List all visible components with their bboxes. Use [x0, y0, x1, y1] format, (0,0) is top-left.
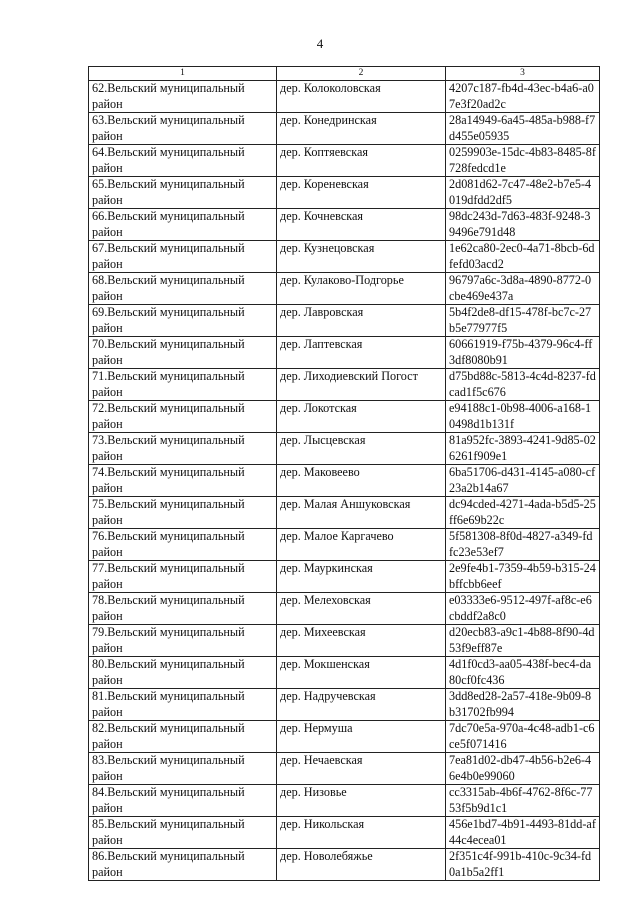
row-number: 64. — [92, 145, 108, 159]
table-row — [89, 177, 600, 209]
district-name: Вельский муниципальный — [107, 561, 245, 575]
district-cell — [89, 849, 277, 881]
table-row — [89, 625, 600, 657]
row-number: 72. — [92, 401, 108, 415]
row-number-and-district — [92, 657, 273, 673]
table-row — [89, 721, 600, 753]
column-header-2: 2 — [277, 67, 446, 81]
row-number: 82. — [92, 721, 108, 735]
row-number-and-district — [92, 721, 273, 737]
column-header-3: 3 — [446, 67, 600, 81]
row-number-and-district — [92, 849, 273, 865]
district-name-line2: район — [92, 480, 123, 495]
settlement-name: дер. Нермуша — [277, 721, 446, 753]
district-name-line2: район — [92, 224, 123, 239]
row-number: 66. — [92, 209, 108, 223]
district-cell — [89, 305, 277, 337]
district-name-line2: район — [92, 640, 123, 655]
fias-code: 456e1bd7-4b91-4493-81dd-af44c4ecea01 — [446, 817, 600, 849]
fias-code: d75bd88c-5813-4c4d-8237-fdcad1f5c676 — [446, 369, 600, 401]
fias-code: cc3315ab-4b6f-4762-8f6c-7753f5b9d1c1 — [446, 785, 600, 817]
district-name-line2: район — [92, 96, 123, 111]
table-row — [89, 593, 600, 625]
row-number-and-district — [92, 145, 273, 161]
district-cell — [89, 785, 277, 817]
fias-code: dc94cded-4271-4ada-b5d5-25ff6e69b22c — [446, 497, 600, 529]
row-number: 80. — [92, 657, 108, 671]
district-name: Вельский муниципальный — [107, 177, 245, 191]
settlement-name: дер. Никольская — [277, 817, 446, 849]
table-row — [89, 209, 600, 241]
row-number: 78. — [92, 593, 108, 607]
district-cell — [89, 177, 277, 209]
fias-code: 2d081d62-7c47-48e2-b7e5-4019dfdd2df5 — [446, 177, 600, 209]
table-row — [89, 497, 600, 529]
fias-code: 2f351c4f-991b-410c-9c34-fd0a1b5a2ff1 — [446, 849, 600, 881]
row-number-and-district — [92, 817, 273, 833]
row-number-and-district — [92, 305, 273, 321]
column-header-1: 1 — [89, 67, 277, 81]
fias-code: e03333e6-9512-497f-af8c-e6cbddf2a8c0 — [446, 593, 600, 625]
district-cell — [89, 273, 277, 305]
row-number-and-district — [92, 177, 273, 193]
district-name: Вельский муниципальный — [107, 785, 245, 799]
district-name-line2: район — [92, 256, 123, 271]
settlement-name: дер. Локотская — [277, 401, 446, 433]
district-name: Вельский муниципальный — [107, 209, 245, 223]
district-cell — [89, 593, 277, 625]
table-row — [89, 113, 600, 145]
fias-code: 60661919-f75b-4379-96c4-ff3df8080b91 — [446, 337, 600, 369]
row-number: 85. — [92, 817, 108, 831]
row-number: 63. — [92, 113, 108, 127]
district-cell — [89, 337, 277, 369]
fias-code: 0259903e-15dc-4b83-8485-8f728fedcd1e — [446, 145, 600, 177]
fias-code: 81a952fc-3893-4241-9d85-026261f909e1 — [446, 433, 600, 465]
table-row — [89, 849, 600, 881]
district-cell — [89, 529, 277, 561]
settlements-table — [88, 66, 600, 881]
district-name: Вельский муниципальный — [107, 145, 245, 159]
settlement-name: дер. Лиходиевский Погост — [277, 369, 446, 401]
settlement-name: дер. Лаптевская — [277, 337, 446, 369]
fias-code: 3dd8ed28-2a57-418e-9b09-8b31702fb994 — [446, 689, 600, 721]
fias-code: 7ea81d02-db47-4b56-b2e6-46e4b0e99060 — [446, 753, 600, 785]
fias-code: d20ecb83-a9c1-4b88-8f90-4d53f9eff87e — [446, 625, 600, 657]
district-name-line2: район — [92, 352, 123, 367]
settlement-name: дер. Низовье — [277, 785, 446, 817]
row-number: 62. — [92, 81, 108, 95]
district-name-line2: район — [92, 128, 123, 143]
fias-code: 6ba51706-d431-4145-a080-cf23a2b14a67 — [446, 465, 600, 497]
row-number: 65. — [92, 177, 108, 191]
district-name-line2: район — [92, 768, 123, 783]
row-number-and-district — [92, 497, 273, 513]
district-name-line2: район — [92, 608, 123, 623]
district-name-line2: район — [92, 416, 123, 431]
district-cell — [89, 81, 277, 113]
row-number: 83. — [92, 753, 108, 767]
fias-code: 5b4f2de8-df15-478f-bc7c-27b5e77977f5 — [446, 305, 600, 337]
table-row — [89, 657, 600, 689]
row-number: 74. — [92, 465, 108, 479]
row-number: 81. — [92, 689, 108, 703]
district-cell — [89, 401, 277, 433]
settlement-name: дер. Мауркинская — [277, 561, 446, 593]
row-number: 76. — [92, 529, 108, 543]
settlement-name: дер. Кузнецовская — [277, 241, 446, 273]
table-row — [89, 433, 600, 465]
district-cell — [89, 209, 277, 241]
table-row — [89, 561, 600, 593]
table-row — [89, 689, 600, 721]
fias-code: 2e9fe4b1-7359-4b59-b315-24bffcbb6eef — [446, 561, 600, 593]
row-number: 67. — [92, 241, 108, 255]
fias-code: 5f581308-8f0d-4827-a349-fdfc23e53ef7 — [446, 529, 600, 561]
row-number: 79. — [92, 625, 108, 639]
settlement-name: дер. Надручевская — [277, 689, 446, 721]
row-number-and-district — [92, 785, 273, 801]
row-number-and-district — [92, 81, 273, 97]
district-cell — [89, 465, 277, 497]
district-name: Вельский муниципальный — [107, 753, 245, 767]
settlement-name: дер. Лавровская — [277, 305, 446, 337]
settlement-name: дер. Нечаевская — [277, 753, 446, 785]
row-number-and-district — [92, 561, 273, 577]
fias-code: 1e62ca80-2ec0-4a71-8bcb-6dfefd03acd2 — [446, 241, 600, 273]
district-name-line2: район — [92, 704, 123, 719]
settlement-name: дер. Малая Аншуковская — [277, 497, 446, 529]
row-number-and-district — [92, 625, 273, 641]
district-name: Вельский муниципальный — [107, 529, 245, 543]
row-number-and-district — [92, 241, 273, 257]
district-cell — [89, 113, 277, 145]
table-row — [89, 273, 600, 305]
settlement-name: дер. Михеевская — [277, 625, 446, 657]
district-name-line2: район — [92, 160, 123, 175]
district-name: Вельский муниципальный — [107, 401, 245, 415]
district-name-line2: район — [92, 864, 123, 879]
district-cell — [89, 241, 277, 273]
district-name: Вельский муниципальный — [107, 497, 245, 511]
district-name: Вельский муниципальный — [107, 849, 245, 863]
table-row — [89, 529, 600, 561]
row-number-and-district — [92, 209, 273, 225]
fias-code: e94188c1-0b98-4006-a168-10498d1b131f — [446, 401, 600, 433]
row-number: 75. — [92, 497, 108, 511]
table-body — [89, 81, 600, 881]
fias-code: 4207c187-fb4d-43ec-b4a6-a07e3f20ad2c — [446, 81, 600, 113]
row-number: 86. — [92, 849, 108, 863]
district-name: Вельский муниципальный — [107, 721, 245, 735]
district-name: Вельский муниципальный — [107, 273, 245, 287]
district-name: Вельский муниципальный — [107, 81, 245, 95]
district-name-line2: район — [92, 192, 123, 207]
district-name: Вельский муниципальный — [107, 657, 245, 671]
settlement-name: дер. Кореневская — [277, 177, 446, 209]
district-cell — [89, 145, 277, 177]
fias-code: 28a14949-6a45-485a-b988-f7d455e05935 — [446, 113, 600, 145]
table-row — [89, 401, 600, 433]
row-number-and-district — [92, 433, 273, 449]
settlement-name: дер. Лысцевская — [277, 433, 446, 465]
district-name-line2: район — [92, 736, 123, 751]
district-name-line2: район — [92, 512, 123, 527]
district-name: Вельский муниципальный — [107, 625, 245, 639]
row-number-and-district — [92, 529, 273, 545]
row-number: 77. — [92, 561, 108, 575]
settlement-name: дер. Мокшенская — [277, 657, 446, 689]
district-name-line2: район — [92, 832, 123, 847]
table-row — [89, 241, 600, 273]
district-name: Вельский муниципальный — [107, 689, 245, 703]
settlement-name: дер. Новолебяжье — [277, 849, 446, 881]
district-name: Вельский муниципальный — [107, 241, 245, 255]
district-cell — [89, 689, 277, 721]
row-number: 73. — [92, 433, 108, 447]
district-name-line2: район — [92, 384, 123, 399]
fias-code: 7dc70e5a-970a-4c48-adb1-c6ce5f071416 — [446, 721, 600, 753]
table-row — [89, 817, 600, 849]
district-cell — [89, 433, 277, 465]
district-cell — [89, 625, 277, 657]
settlement-name: дер. Колоколовская — [277, 81, 446, 113]
row-number-and-district — [92, 273, 273, 289]
district-name-line2: район — [92, 288, 123, 303]
table-row — [89, 81, 600, 113]
district-name: Вельский муниципальный — [107, 433, 245, 447]
district-name: Вельский муниципальный — [107, 817, 245, 831]
row-number: 70. — [92, 337, 108, 351]
row-number: 84. — [92, 785, 108, 799]
district-cell — [89, 817, 277, 849]
district-name: Вельский муниципальный — [107, 337, 245, 351]
district-name-line2: район — [92, 800, 123, 815]
row-number-and-district — [92, 689, 273, 705]
district-name: Вельский муниципальный — [107, 465, 245, 479]
district-cell — [89, 721, 277, 753]
fias-code: 98dc243d-7d63-483f-9248-39496e791d48 — [446, 209, 600, 241]
district-name: Вельский муниципальный — [107, 593, 245, 607]
settlement-name: дер. Маковеево — [277, 465, 446, 497]
fias-code: 4d1f0cd3-aa05-438f-bec4-da80cf0fc436 — [446, 657, 600, 689]
settlement-name: дер. Коптяевская — [277, 145, 446, 177]
table-row — [89, 369, 600, 401]
row-number-and-district — [92, 113, 273, 129]
row-number-and-district — [92, 593, 273, 609]
district-cell — [89, 497, 277, 529]
settlement-name: дер. Мелеховская — [277, 593, 446, 625]
row-number-and-district — [92, 369, 273, 385]
row-number-and-district — [92, 337, 273, 353]
row-number-and-district — [92, 753, 273, 769]
settlement-name: дер. Малое Каргачево — [277, 529, 446, 561]
district-name-line2: район — [92, 320, 123, 335]
table-row — [89, 465, 600, 497]
table-row — [89, 305, 600, 337]
settlement-name: дер. Кочневская — [277, 209, 446, 241]
table-row — [89, 337, 600, 369]
district-name-line2: район — [92, 448, 123, 463]
district-cell — [89, 753, 277, 785]
row-number: 69. — [92, 305, 108, 319]
district-name: Вельский муниципальный — [107, 113, 245, 127]
district-name-line2: район — [92, 544, 123, 559]
row-number-and-district — [92, 465, 273, 481]
table-row — [89, 145, 600, 177]
district-name-line2: район — [92, 576, 123, 591]
district-cell — [89, 657, 277, 689]
row-number: 71. — [92, 369, 108, 383]
district-name-line2: район — [92, 672, 123, 687]
fias-code: 96797a6c-3d8a-4890-8772-0cbe469e437a — [446, 273, 600, 305]
row-number-and-district — [92, 401, 273, 417]
page-number: 4 — [316, 36, 324, 51]
district-cell — [89, 369, 277, 401]
table-row — [89, 785, 600, 817]
row-number: 68. — [92, 273, 108, 287]
district-name: Вельский муниципальный — [107, 305, 245, 319]
table-header-row — [89, 67, 600, 81]
table-row — [89, 753, 600, 785]
district-name: Вельский муниципальный — [107, 369, 245, 383]
settlement-name: дер. Конедринская — [277, 113, 446, 145]
settlement-name: дер. Кулаково-Подгорье — [277, 273, 446, 305]
district-cell — [89, 561, 277, 593]
